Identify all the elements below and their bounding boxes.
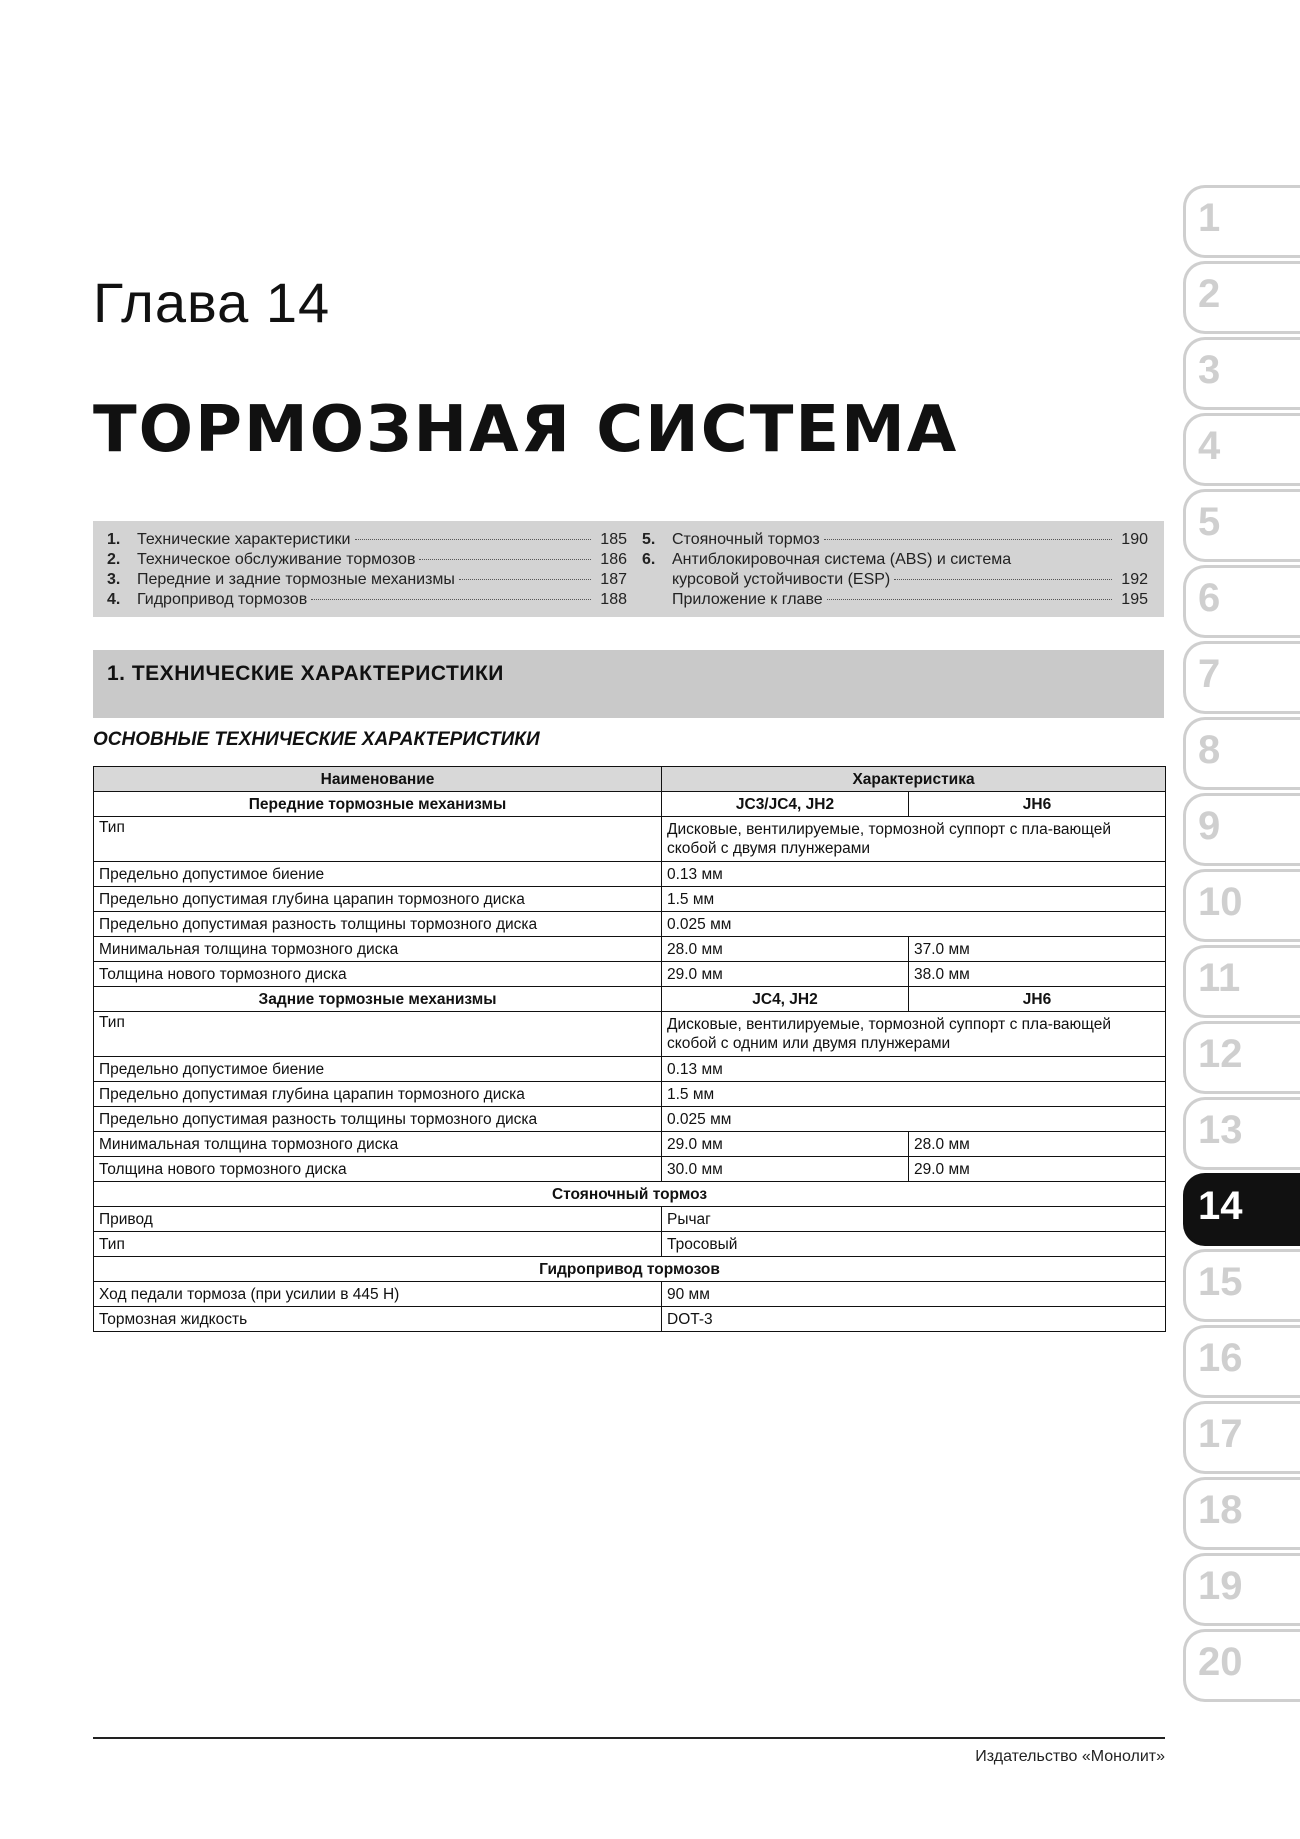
cell-label: Ход педали тормоза (при усилии в 445 Н) xyxy=(94,1282,662,1307)
cell-value: Дисковые, вентилируемые, тормозной суппорт с пла-вающей скобой с одним или двумя плунжерами xyxy=(662,1012,1166,1057)
cell-label: Минимальная толщина тормозного диска xyxy=(94,1132,662,1157)
cell-value: 90 мм xyxy=(662,1282,1166,1307)
toc-number: 5. xyxy=(642,531,656,548)
cell-value: 30.0 мм xyxy=(662,1157,909,1182)
variant-label: JC4, JH2 xyxy=(662,987,909,1012)
cell-value: 28.0 мм xyxy=(909,1132,1166,1157)
cell-value: 0.13 мм xyxy=(662,1057,1166,1082)
variant-label: JH6 xyxy=(909,792,1166,817)
tab-number: 5 xyxy=(1198,500,1221,544)
chapter-tab-11[interactable] xyxy=(1183,945,1300,1018)
cell-label: Минимальная толщина тормозного диска xyxy=(94,937,662,962)
chapter-tab-7[interactable] xyxy=(1183,641,1300,714)
cell-label: Предельно допустимое биение xyxy=(94,1057,662,1082)
table-of-contents xyxy=(93,521,1164,617)
table-row xyxy=(94,1282,1166,1307)
group-row-hydraulic xyxy=(94,1257,1166,1282)
tab-number: 7 xyxy=(1198,652,1221,696)
cell-label: Предельно допустимая разность толщины тормозного диска xyxy=(94,912,662,937)
cell-value: 0.025 мм xyxy=(662,912,1166,937)
cell-label: Тип xyxy=(94,1232,662,1257)
tab-number: 10 xyxy=(1198,880,1243,924)
page-title: ТОРМОЗНАЯ СИСТЕМА xyxy=(93,393,959,467)
tab-number: 18 xyxy=(1198,1488,1243,1532)
toc-item[interactable] xyxy=(642,570,1148,590)
toc-text: Технические характеристики xyxy=(137,531,351,548)
toc-leader xyxy=(459,579,591,580)
tab-number: 11 xyxy=(1198,956,1241,1000)
tab-number: 17 xyxy=(1198,1412,1243,1456)
cell-label: Тип xyxy=(94,817,662,862)
chapter-tab-1[interactable] xyxy=(1183,185,1300,258)
cell-value: 28.0 мм xyxy=(662,937,909,962)
cell-value: 1.5 мм xyxy=(662,1082,1166,1107)
table-row xyxy=(94,962,1166,987)
table-row xyxy=(94,1307,1166,1332)
toc-number: 6. xyxy=(642,551,656,568)
cell-value: 0.025 мм xyxy=(662,1107,1166,1132)
publisher-footer: Издательство «Монолит» xyxy=(975,1748,1165,1765)
chapter-tab-20[interactable] xyxy=(1183,1629,1300,1702)
cell-label: Толщина нового тормозного диска xyxy=(94,962,662,987)
chapter-tab-14[interactable] xyxy=(1183,1173,1300,1246)
chapter-tab-16[interactable] xyxy=(1183,1325,1300,1398)
chapter-tab-8[interactable] xyxy=(1183,717,1300,790)
tab-number: 4 xyxy=(1198,424,1221,468)
toc-item[interactable] xyxy=(107,530,627,550)
tab-number: 16 xyxy=(1198,1336,1243,1380)
tab-number: 14 xyxy=(1198,1184,1243,1228)
subheading: ОСНОВНЫЕ ТЕХНИЧЕСКИЕ ХАРАКТЕРИСТИКИ xyxy=(93,729,540,750)
toc-item[interactable] xyxy=(107,590,627,610)
table-row xyxy=(94,1157,1166,1182)
tab-number: 12 xyxy=(1198,1032,1243,1076)
chapter-tab-19[interactable] xyxy=(1183,1553,1300,1626)
toc-text: курсовой устойчивости (ESP) xyxy=(672,571,891,588)
toc-item[interactable] xyxy=(642,530,1148,550)
toc-page: 192 xyxy=(1121,571,1148,588)
table-header-row xyxy=(94,767,1166,792)
cell-value: 1.5 мм xyxy=(662,887,1166,912)
cell-label: Предельно допустимая разность толщины тормозного диска xyxy=(94,1107,662,1132)
tab-number: 6 xyxy=(1198,576,1221,620)
col-header-char: Характеристика xyxy=(662,767,1166,792)
toc-leader xyxy=(894,579,1112,580)
toc-number: 1. xyxy=(107,531,121,548)
section-title: 1. ТЕХНИЧЕСКИЕ ХАРАКТЕРИСТИКИ xyxy=(107,662,504,685)
cell-value: 29.0 мм xyxy=(662,962,909,987)
chapter-tab-6[interactable] xyxy=(1183,565,1300,638)
chapter-tab-9[interactable] xyxy=(1183,793,1300,866)
toc-number: 3. xyxy=(107,571,121,588)
tab-number: 3 xyxy=(1198,348,1221,392)
toc-page: 190 xyxy=(1121,531,1148,548)
chapter-tab-15[interactable] xyxy=(1183,1249,1300,1322)
toc-text: Приложение к главе xyxy=(672,591,823,608)
col-header-name: Наименование xyxy=(94,767,662,792)
tab-number: 2 xyxy=(1198,272,1221,316)
group-row-rear xyxy=(94,987,1166,1012)
toc-page: 186 xyxy=(600,551,627,568)
tab-number: 15 xyxy=(1198,1260,1243,1304)
toc-page: 185 xyxy=(600,531,627,548)
toc-leader xyxy=(419,559,591,560)
toc-number: 2. xyxy=(107,551,121,568)
toc-item[interactable] xyxy=(107,570,627,590)
group-title: Гидропривод тормозов xyxy=(94,1257,1166,1282)
cell-value: Дисковые, вентилируемые, тормозной суппорт с пла-вающей скобой с двумя плунжерами xyxy=(662,817,1166,862)
chapter-label: Глава 14 xyxy=(93,271,331,334)
chapter-tab-4[interactable] xyxy=(1183,413,1300,486)
chapter-tab-17[interactable] xyxy=(1183,1401,1300,1474)
toc-page: 188 xyxy=(600,591,627,608)
cell-label: Толщина нового тормозного диска xyxy=(94,1157,662,1182)
footer-divider xyxy=(93,1737,1165,1739)
group-title: Задние тормозные механизмы xyxy=(94,987,662,1012)
cell-value: 38.0 мм xyxy=(909,962,1166,987)
toc-leader xyxy=(824,539,1112,540)
cell-value: 37.0 мм xyxy=(909,937,1166,962)
group-row-front xyxy=(94,792,1166,817)
cell-label: Предельно допустимая глубина царапин тормозного диска xyxy=(94,887,662,912)
toc-leader xyxy=(827,599,1112,600)
group-title: Передние тормозные механизмы xyxy=(94,792,662,817)
spec-table xyxy=(93,766,1166,1332)
toc-text: Стояночный тормоз xyxy=(672,531,820,548)
chapter-tab-5[interactable] xyxy=(1183,489,1300,562)
cell-label: Предельно допустимое биение xyxy=(94,862,662,887)
group-row-parking xyxy=(94,1182,1166,1207)
toc-number: 4. xyxy=(107,591,121,608)
toc-text: Техническое обслуживание тормозов xyxy=(137,551,416,568)
variant-label: JH6 xyxy=(909,987,1166,1012)
toc-item[interactable] xyxy=(642,550,1148,570)
table-row xyxy=(94,1132,1166,1157)
toc-page: 195 xyxy=(1121,591,1148,608)
table-row xyxy=(94,1012,1166,1057)
tab-number: 20 xyxy=(1198,1640,1243,1684)
chapter-tab-18[interactable] xyxy=(1183,1477,1300,1550)
toc-text: Передние и задние тормозные механизмы xyxy=(137,571,455,588)
table-row xyxy=(94,1057,1166,1082)
table-row xyxy=(94,887,1166,912)
toc-item[interactable] xyxy=(642,590,1148,610)
table-row xyxy=(94,937,1166,962)
toc-leader xyxy=(311,599,591,600)
chapter-tab-12[interactable] xyxy=(1183,1021,1300,1094)
cell-value: 29.0 мм xyxy=(662,1132,909,1157)
toc-item[interactable] xyxy=(107,550,627,570)
cell-value: Тросовый xyxy=(662,1232,1166,1257)
cell-value: 29.0 мм xyxy=(909,1157,1166,1182)
cell-label: Тип xyxy=(94,1012,662,1057)
chapter-tab-13[interactable] xyxy=(1183,1097,1300,1170)
toc-text: Антиблокировочная система (ABS) и система xyxy=(672,551,1012,568)
cell-label: Предельно допустимая глубина царапин тормозного диска xyxy=(94,1082,662,1107)
cell-value: DOT-3 xyxy=(662,1307,1166,1332)
table-row xyxy=(94,817,1166,862)
tab-number: 1 xyxy=(1198,196,1221,240)
table-row xyxy=(94,1207,1166,1232)
group-title: Стояночный тормоз xyxy=(94,1182,1166,1207)
chapter-tab-10[interactable] xyxy=(1183,869,1300,942)
cell-label: Тормозная жидкость xyxy=(94,1307,662,1332)
cell-label: Привод xyxy=(94,1207,662,1232)
chapter-tab-3[interactable] xyxy=(1183,337,1300,410)
variant-label: JC3/JC4, JH2 xyxy=(662,792,909,817)
table-row xyxy=(94,1107,1166,1132)
toc-text: Гидропривод тормозов xyxy=(137,591,308,608)
cell-value: 0.13 мм xyxy=(662,862,1166,887)
table-row xyxy=(94,862,1166,887)
table-row xyxy=(94,912,1166,937)
tab-number: 19 xyxy=(1198,1564,1243,1608)
section-header xyxy=(93,650,1164,718)
table-row xyxy=(94,1232,1166,1257)
cell-value: Рычаг xyxy=(662,1207,1166,1232)
chapter-tab-2[interactable] xyxy=(1183,261,1300,334)
tab-number: 13 xyxy=(1198,1108,1243,1152)
toc-leader xyxy=(355,539,592,540)
tab-number: 8 xyxy=(1198,728,1221,772)
tab-number: 9 xyxy=(1198,804,1221,848)
table-row xyxy=(94,1082,1166,1107)
toc-page: 187 xyxy=(600,571,627,588)
